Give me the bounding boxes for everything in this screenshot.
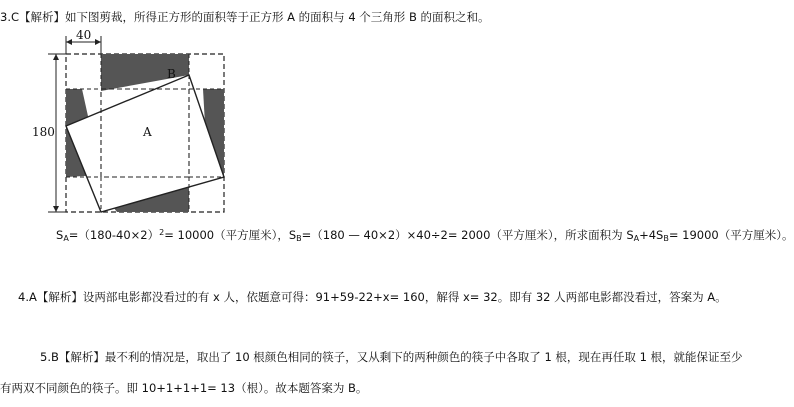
q3-explanation: 3.C【解析】如下图剪裁，所得正方形的面积等于正方形 A 的面积与 4 个三角形 B 的面积之和。 <box>0 10 490 24</box>
label-b: B <box>167 67 176 81</box>
cutting-diagram <box>0 28 240 218</box>
q3-formula: $S_A=(180-40\times 2)^2= 10000$（平方厘米），$S_B=(180$ — 40×2）×40÷2= 2000（平方厘米），所求面积为 $S_A+4S_B= 19000$（平方厘米）。 <box>56 228 794 243</box>
label-a: A <box>143 125 152 139</box>
dimension-180-label: 180 <box>32 125 55 139</box>
q5-explanation-line1: 5.B【解析】最不利的情况是，取出了 10 根颜色相同的筷子，又从剩下的两种颜色的筷子中各取了 1 根，现在再任取 1 根，就能保证至少 <box>40 350 743 364</box>
q5-explanation-line2: 有两双不同颜色的筷子。即 10+1+1+1= 13（根）。故本题答案为 B。 <box>0 381 368 395</box>
q4-explanation: 4.A【解析】设两部电影都没看过的有 x 人，依题意可得：91+59-22+x= 160，解得 x= 32。即有 32 人两部电影都没看过，答案为 A。 <box>18 290 727 304</box>
dimension-40-label: 40 <box>76 28 92 42</box>
tilted-square <box>66 75 224 212</box>
